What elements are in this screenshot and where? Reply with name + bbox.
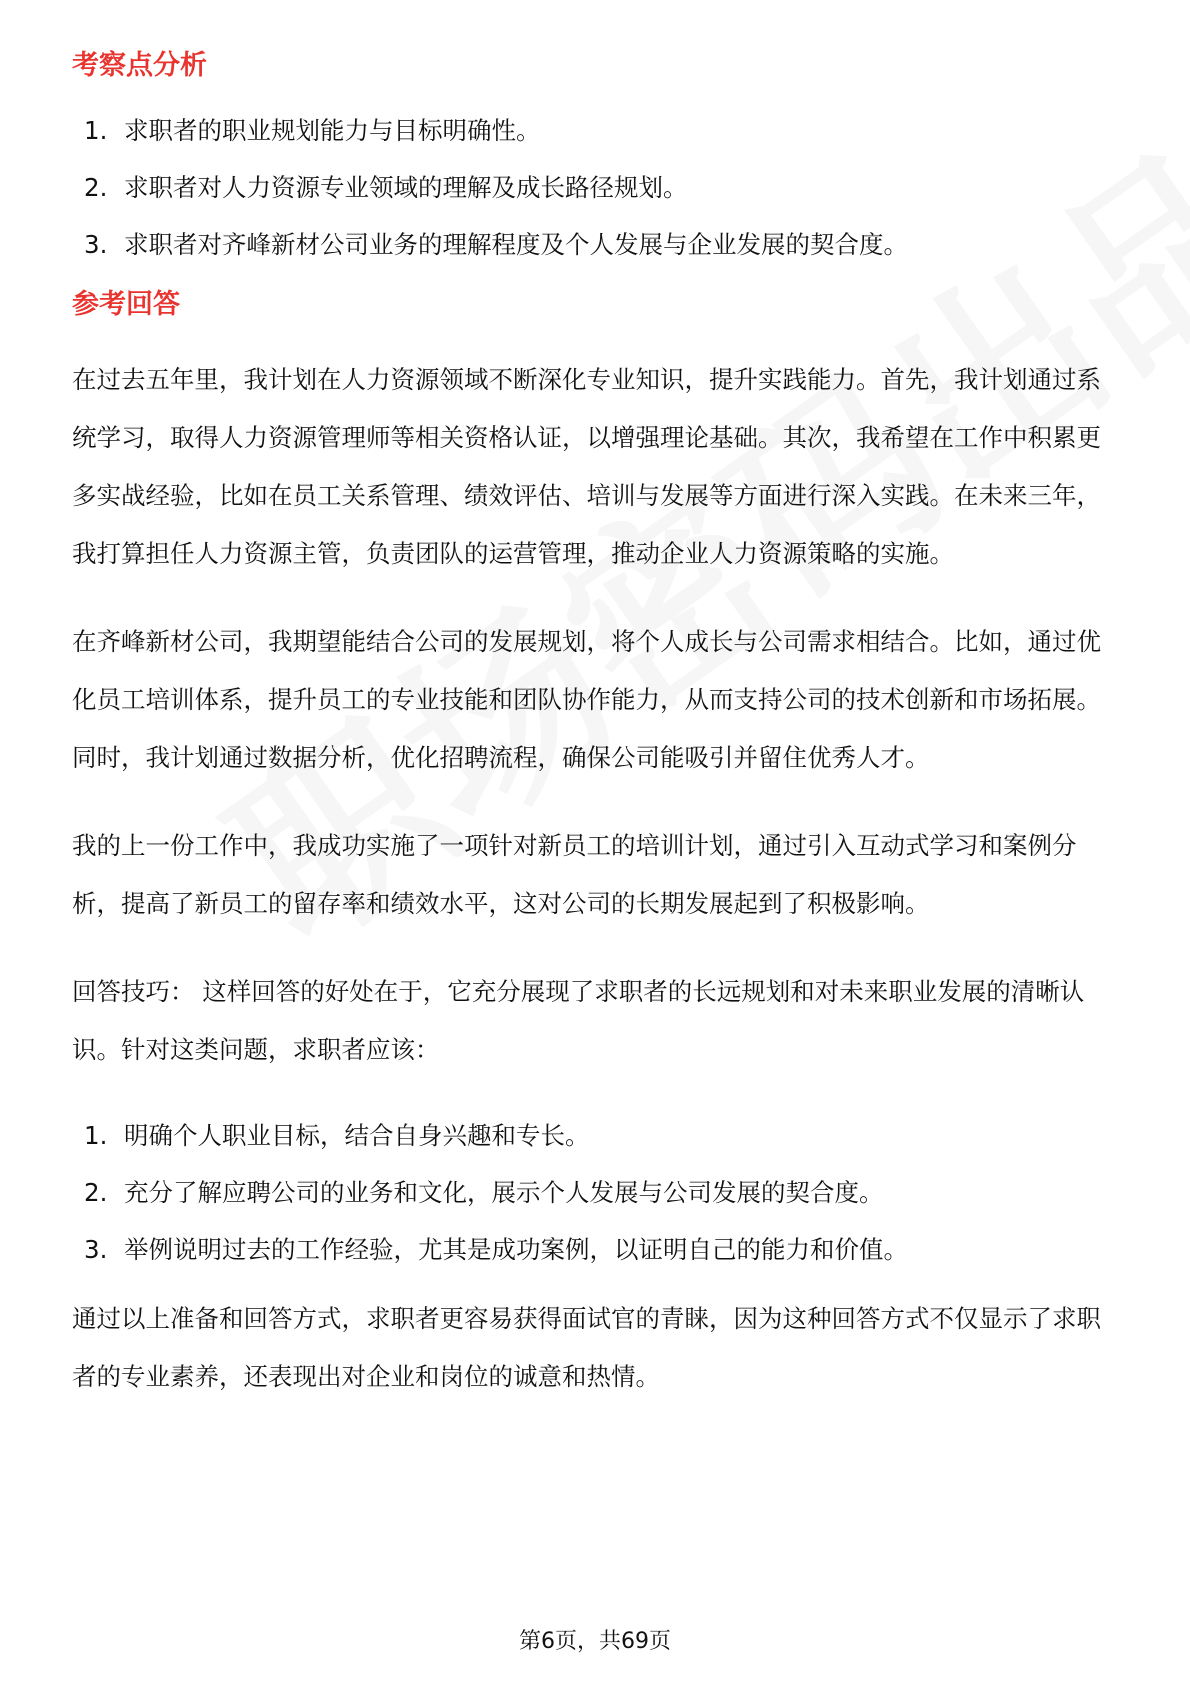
- list-item-text: 举例说明过去的工作经验，尤其是成功案例，以证明自己的能力和价值。: [124, 1235, 908, 1264]
- section-heading-analysis: 考察点分析: [72, 50, 207, 81]
- page-number: 第6页，共69页: [519, 1629, 671, 1654]
- analysis-list: [72, 114, 1118, 262]
- list-item: [72, 114, 1118, 148]
- list-item: [72, 1233, 1118, 1267]
- list-item-text: 求职者对齐峰新材公司业务的理解程度及个人发展与企业发展的契合度。: [124, 230, 908, 259]
- tips-list: [72, 1119, 1118, 1267]
- answer-paragraph: 在齐峰新材公司，我期望能结合公司的发展规划，将个人成长与公司需求相结合。比如，通过优化员工培训体系，提升员工的专业技能和团队协作能力，从而支持公司的技术创新和市场拓展。同时，我计划通过数据分析，优化招聘流程，确保公司能吸引并留住优秀人才。: [72, 627, 1101, 772]
- section-heading-reference-answer: 参考回答: [72, 289, 180, 320]
- list-item-number: 3.: [84, 1235, 108, 1264]
- list-item-text: 求职者的职业规划能力与目标明确性。: [124, 116, 541, 145]
- list-item-number: 2.: [84, 1178, 108, 1207]
- list-item: [72, 228, 1118, 262]
- page-content: [72, 46, 1118, 1406]
- list-item-number: 2.: [84, 173, 108, 202]
- answer-paragraph: 在过去五年里，我计划在人力资源领域不断深化专业知识，提升实践能力。首先，我计划通过系统学习，取得人力资源管理师等相关资格认证，以增强理论基础。其次，我希望在工作中积累更多实战经验，比如在员工关系管理、绩效评估、培训与发展等方面进行深入实践。在未来三年，我打算担任人力资源主管，负责团队的运营管理，推动企业人力资源策略的实施。: [72, 365, 1101, 568]
- list-item-text: 明确个人职业目标，结合自身兴趣和专长。: [124, 1121, 590, 1150]
- list-item-number: 1.: [84, 1121, 108, 1150]
- list-item: [72, 1119, 1118, 1153]
- list-item-text: 求职者对人力资源专业领域的理解及成长路径规划。: [124, 173, 688, 202]
- closing-paragraph: 通过以上准备和回答方式，求职者更容易获得面试官的青睐，因为这种回答方式不仅显示了求职者的专业素养，还表现出对企业和岗位的诚意和热情。: [72, 1304, 1101, 1391]
- answer-paragraph: 我的上一份工作中，我成功实施了一项针对新员工的培训计划，通过引入互动式学习和案例分析，提高了新员工的留存率和绩效水平，这对公司的长期发展起到了积极影响。: [72, 831, 1077, 918]
- list-item-number: 1.: [84, 116, 108, 145]
- list-item-number: 3.: [84, 230, 108, 259]
- list-item-text: 充分了解应聘公司的业务和文化，展示个人发展与公司发展的契合度。: [124, 1178, 884, 1207]
- list-item: [72, 1176, 1118, 1210]
- list-item: [72, 171, 1118, 205]
- answer-tips-paragraph: 回答技巧： 这样回答的好处在于，它充分展现了求职者的长远规划和对未来职业发展的清晰认识。针对这类问题，求职者应该：: [72, 977, 1085, 1064]
